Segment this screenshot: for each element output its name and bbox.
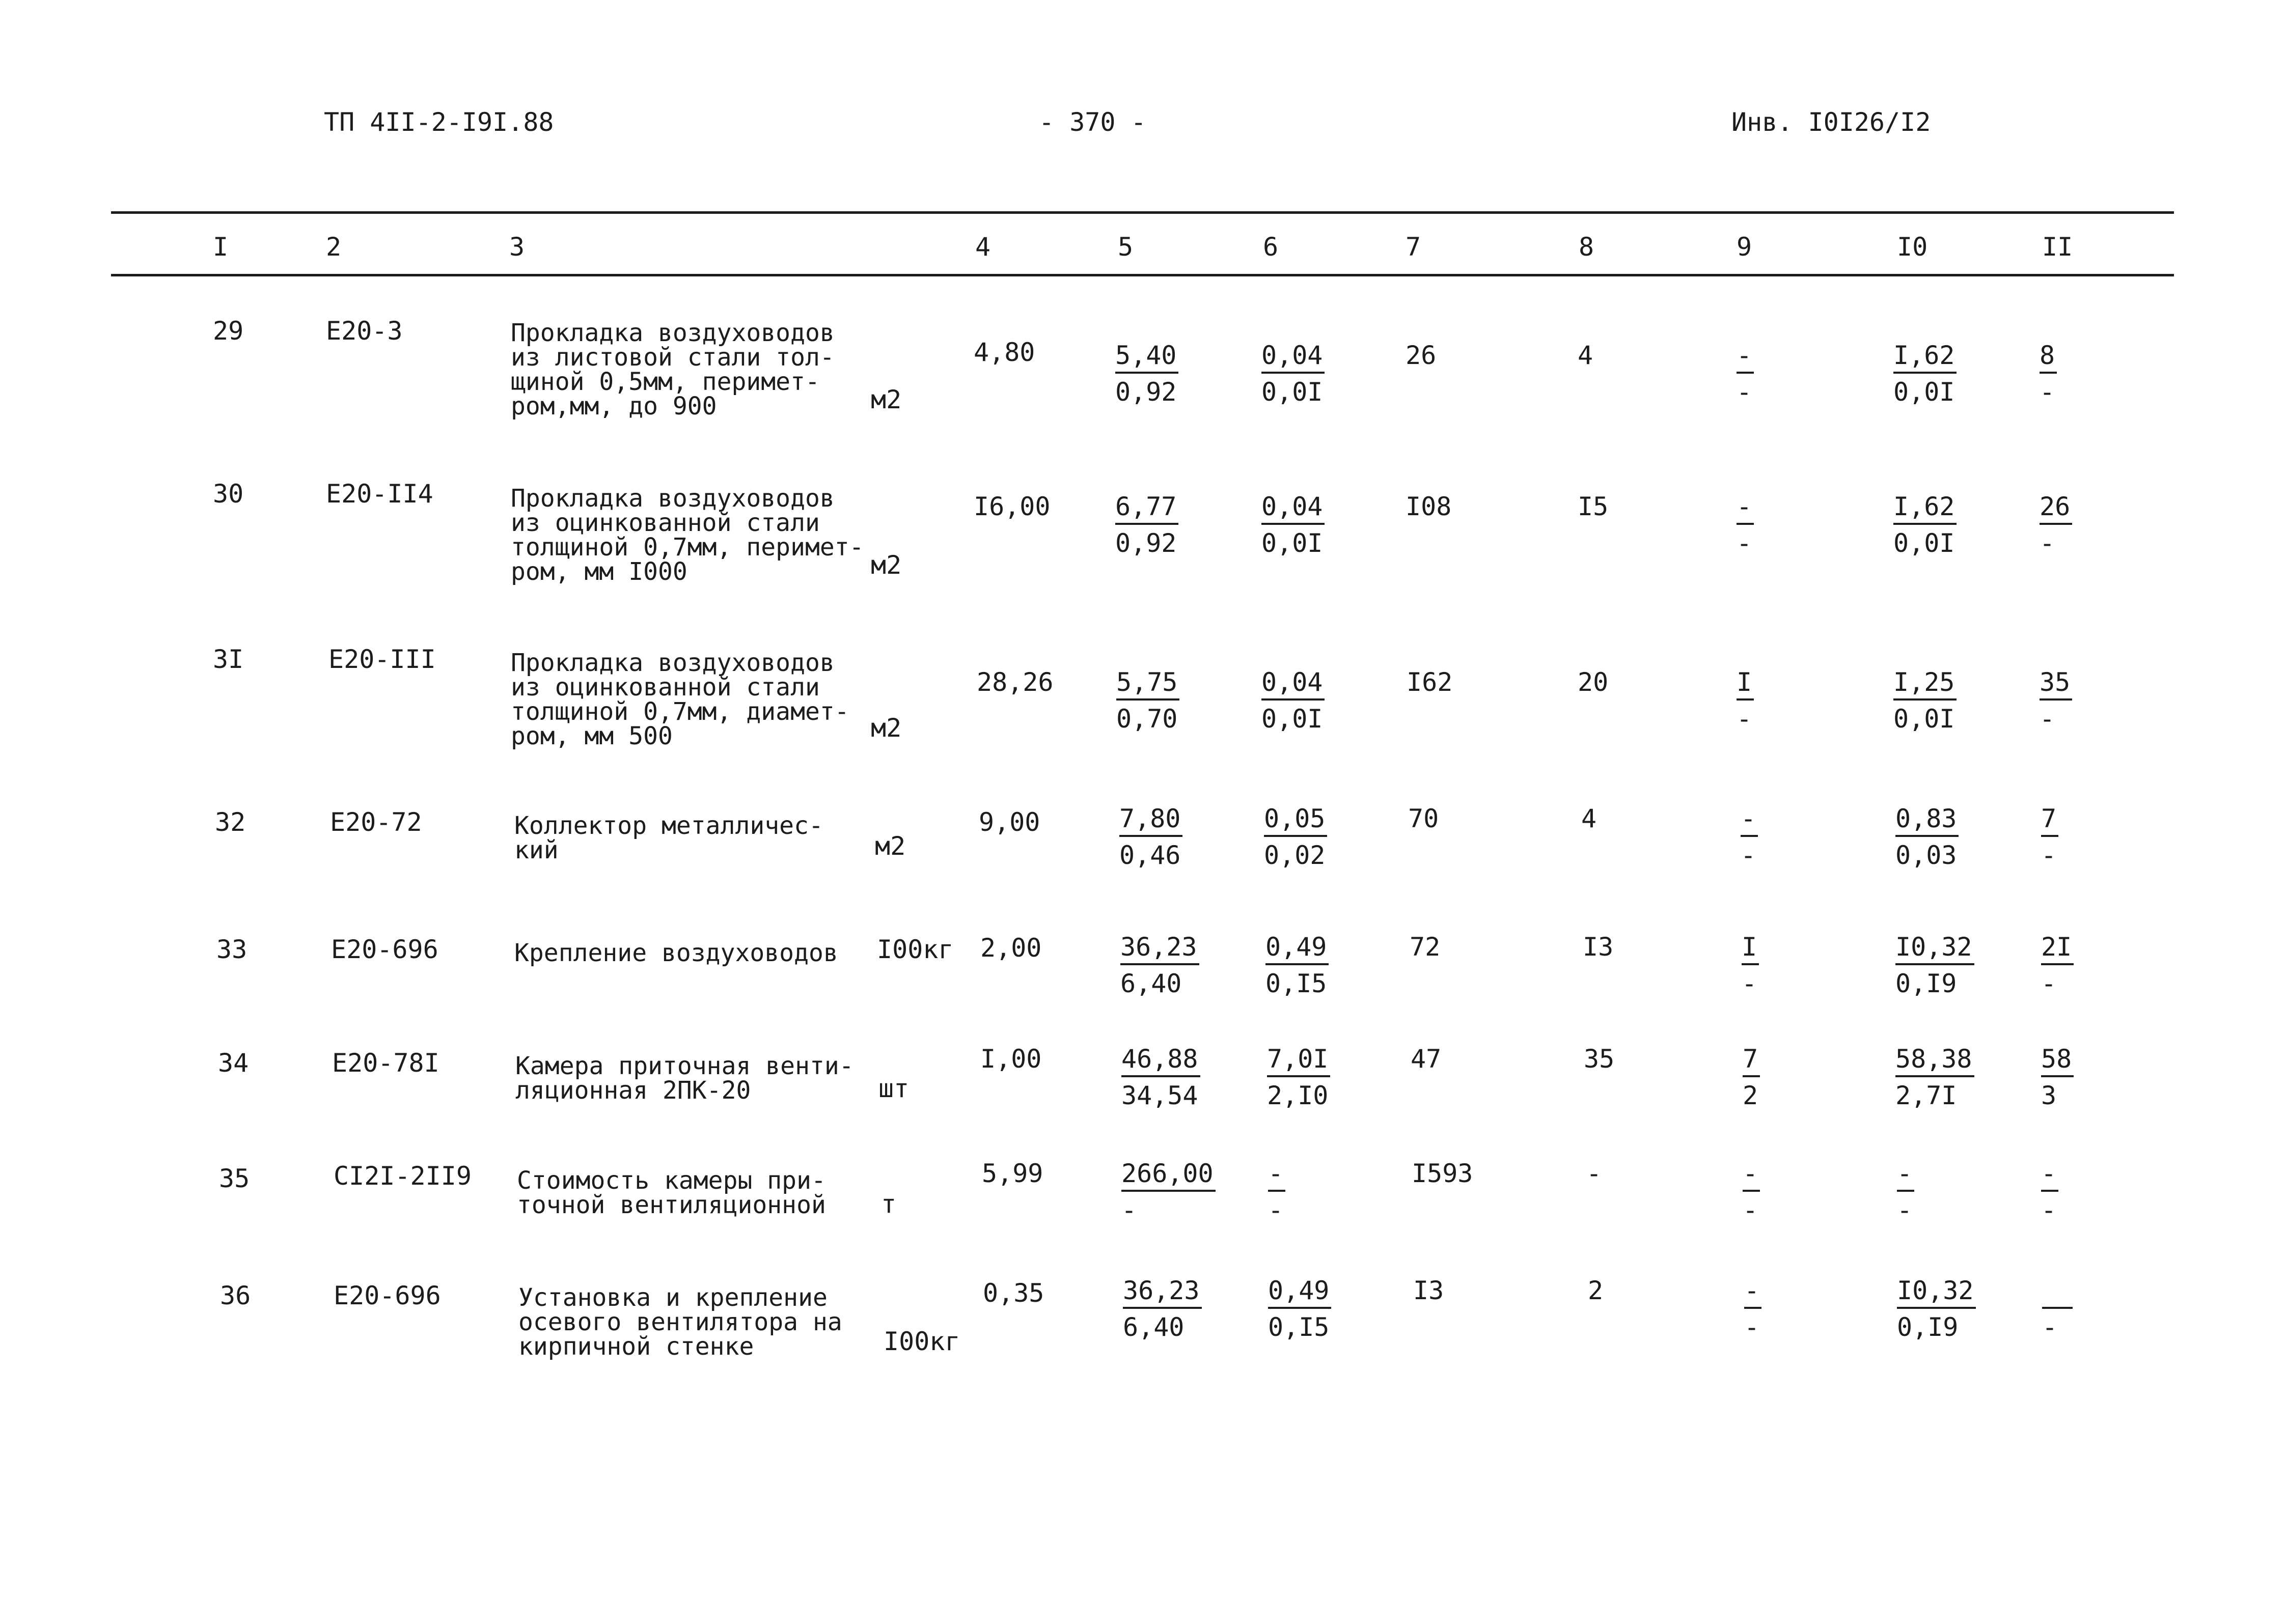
fraction-col6: [1267, 1044, 1330, 1111]
quantity: 9,00: [979, 807, 1040, 837]
fraction-col6: [1268, 1275, 1331, 1342]
fraction-bottom: -: [1897, 1195, 1913, 1225]
fraction-top: 36,23: [1123, 1275, 1202, 1309]
fraction-top: -: [1737, 491, 1754, 525]
fraction-top: 7: [1743, 1044, 1760, 1077]
fraction-col9: [1742, 932, 1759, 999]
fraction-top: 58,38: [1895, 1044, 1974, 1077]
quantity: 28,26: [977, 667, 1054, 697]
fraction-bottom: 0,03: [1895, 841, 1957, 870]
row-number: 3I: [213, 645, 244, 674]
fraction-bottom: -: [1743, 1195, 1758, 1225]
fraction-col6: [1261, 340, 1325, 407]
fraction-bottom: 6,40: [1123, 1312, 1185, 1342]
inventory-number: Инв. I0I26/I2: [1731, 107, 1931, 137]
work-description: Стоимость камеры при- точной вентиляционной: [517, 1166, 826, 1219]
fraction-bottom: -: [2040, 704, 2055, 734]
document-code: ТП 4II-2-I9I.88: [324, 107, 554, 137]
fraction-col9: [1737, 491, 1754, 558]
column-header-7: 7: [1406, 232, 1421, 262]
fraction-bottom: 0,I9: [1895, 969, 1957, 998]
col8-value: 4: [1581, 804, 1597, 833]
fraction-top: I: [1737, 667, 1754, 701]
fraction-top: 0,49: [1268, 1275, 1331, 1309]
unit: шт: [878, 1074, 910, 1103]
fraction-top: 8: [2040, 340, 2057, 374]
fraction-col9: [1737, 340, 1754, 407]
fraction-top: 0,04: [1261, 491, 1325, 525]
fraction-bottom: 0,0I: [1261, 528, 1323, 558]
fraction-bottom: 0,0I: [1893, 704, 1955, 734]
col7-value: I62: [1407, 667, 1453, 697]
fraction-bottom: -: [2040, 377, 2055, 407]
fraction-col5: [1115, 340, 1178, 407]
fraction-col11: [2041, 1158, 2058, 1225]
column-header-3: 3: [509, 232, 525, 262]
work-description: Прокладка воздуховодов из листовой стали тол- щиной 0,5мм, перимет- ром,мм, до 900: [511, 319, 835, 421]
fraction-col5: [1120, 932, 1199, 999]
fraction-bottom: 2,I0: [1267, 1081, 1329, 1110]
work-description: Прокладка воздуховодов из оцинкованной стали толщиной 0,7мм, перимет- ром, мм I000: [511, 484, 864, 586]
norm-code: Е20-696: [331, 935, 438, 964]
fraction-top: 5,75: [1116, 667, 1179, 701]
fraction-col10: [1893, 667, 1957, 734]
fraction-bottom: 0,I5: [1268, 1312, 1330, 1342]
quantity: 4,80: [974, 338, 1035, 367]
row-number: 29: [213, 316, 244, 346]
fraction-bottom: 0,46: [1119, 841, 1181, 870]
column-header-1: I: [213, 232, 229, 262]
fraction-col10: [1895, 932, 1974, 999]
column-header-11: II: [2042, 232, 2073, 262]
fraction-bottom: 0,92: [1115, 377, 1177, 407]
fraction-col9: [1737, 667, 1754, 734]
norm-code: Е20-II4: [326, 479, 433, 509]
fraction-bottom: 0,0I: [1261, 704, 1323, 734]
fraction-col5: [1121, 1158, 1216, 1225]
fraction-top: 7,80: [1119, 803, 1182, 837]
fraction-col11: [2041, 803, 2058, 871]
fraction-col5: [1123, 1275, 1202, 1342]
fraction-bottom: -: [2041, 969, 2057, 998]
fraction-col6: [1265, 932, 1329, 999]
fraction-top: -: [1737, 340, 1754, 374]
col7-value: 26: [1406, 341, 1437, 370]
fraction-top: -: [1741, 803, 1758, 837]
unit: т: [881, 1189, 897, 1219]
fraction-bottom: 0,0I: [1261, 377, 1323, 407]
row-number: 34: [218, 1048, 249, 1078]
col8-value: 35: [1584, 1044, 1615, 1074]
col8-value: I3: [1583, 932, 1614, 962]
fraction-bottom: -: [2040, 528, 2055, 558]
fraction-col6: [1264, 803, 1327, 871]
fraction-top: -: [1897, 1158, 1914, 1192]
fraction-top: 7: [2041, 803, 2058, 837]
col8-value: 4: [1578, 341, 1593, 370]
fraction-bottom: 0,0I: [1893, 377, 1955, 407]
fraction-col9: [1743, 1158, 1760, 1225]
fraction-top: 46,88: [1121, 1044, 1200, 1077]
fraction-bottom: 0,70: [1116, 704, 1178, 734]
row-number: 35: [219, 1164, 250, 1193]
unit: м2: [871, 550, 902, 580]
fraction-bottom: 0,I9: [1897, 1312, 1959, 1342]
fraction-col10: [1897, 1158, 1914, 1225]
col7-value: I3: [1413, 1276, 1444, 1305]
quantity: 0,35: [983, 1278, 1044, 1308]
fraction-top: 266,00: [1121, 1158, 1216, 1192]
norm-code: Е20-78I: [332, 1048, 439, 1078]
fraction-bottom: -: [1737, 528, 1752, 558]
fraction-bottom: -: [1744, 1312, 1760, 1342]
unit: I00кг: [884, 1327, 960, 1356]
row-number: 30: [213, 479, 244, 509]
unit: м2: [871, 713, 902, 743]
page-number: - 370 -: [1039, 107, 1146, 137]
quantity: I6,00: [974, 492, 1051, 521]
fraction-bottom: -: [1268, 1195, 1284, 1225]
fraction-top: [2042, 1275, 2073, 1309]
fraction-bottom: -: [1741, 841, 1756, 870]
fraction-col11: [2040, 491, 2072, 558]
fraction-top: 5,40: [1115, 340, 1178, 374]
fraction-top: I0,32: [1895, 932, 1974, 965]
column-header-4: 4: [975, 232, 991, 262]
norm-code: Е20-696: [334, 1281, 441, 1310]
fraction-top: I,25: [1893, 667, 1957, 701]
column-header-6: 6: [1263, 232, 1279, 262]
fraction-col10: [1893, 340, 1957, 407]
col7-value: I593: [1412, 1159, 1473, 1188]
fraction-top: -: [1743, 1158, 1760, 1192]
fraction-top: 0,04: [1261, 340, 1325, 374]
quantity: I,00: [980, 1044, 1042, 1074]
fraction-col10: [1893, 491, 1957, 558]
norm-code: СI2I-2II9: [334, 1161, 472, 1191]
fraction-top: 0,83: [1895, 803, 1959, 837]
fraction-col6: [1261, 491, 1325, 558]
col7-value: I08: [1406, 492, 1452, 521]
column-header-8: 8: [1579, 232, 1594, 262]
norm-code: Е20-72: [330, 807, 422, 837]
fraction-top: 26: [2040, 491, 2072, 525]
fraction-bottom: 3: [2041, 1081, 2057, 1110]
col8-value: I5: [1578, 492, 1609, 521]
row-number: 32: [215, 807, 246, 837]
row-number: 36: [220, 1281, 251, 1310]
fraction-bottom: -: [2042, 1312, 2058, 1342]
fraction-col9: [1741, 803, 1758, 871]
fraction-col5: [1119, 803, 1182, 871]
fraction-bottom: -: [2041, 1195, 2057, 1225]
work-description: Прокладка воздуховодов из оцинкованной стали толщиной 0,7мм, диамет- ром, мм 500: [511, 649, 849, 750]
fraction-top: 6,77: [1115, 491, 1178, 525]
unit: м2: [871, 385, 902, 414]
fraction-col9: [1743, 1044, 1760, 1111]
fraction-col11: [2041, 1044, 2074, 1111]
column-header-2: 2: [326, 232, 342, 262]
table-top-rule: [111, 211, 2174, 214]
fraction-bottom: 0,02: [1264, 841, 1326, 870]
fraction-col5: [1116, 667, 1179, 734]
unit: м2: [875, 831, 906, 861]
fraction-bottom: -: [1737, 377, 1752, 407]
col7-value: 72: [1410, 932, 1441, 962]
fraction-col5: [1115, 491, 1178, 558]
fraction-col9: [1744, 1275, 1761, 1342]
norm-code: Е20-III: [328, 645, 436, 674]
fraction-bottom: -: [1737, 704, 1752, 734]
fraction-bottom: -: [1742, 969, 1757, 998]
work-description: Коллектор металличес- кий: [514, 811, 823, 864]
fraction-col11: [2040, 667, 2072, 734]
row-number: 33: [216, 935, 247, 964]
fraction-bottom: 0,92: [1115, 528, 1177, 558]
fraction-col11: [2042, 1275, 2073, 1342]
fraction-top: I0,32: [1897, 1275, 1976, 1309]
fraction-bottom: 2: [1743, 1081, 1758, 1110]
fraction-top: I: [1742, 932, 1759, 965]
table-header-rule: [111, 274, 2174, 276]
fraction-top: -: [1744, 1275, 1761, 1309]
fraction-top: -: [1268, 1158, 1285, 1192]
fraction-top: 58: [2041, 1044, 2074, 1077]
fraction-bottom: 34,54: [1121, 1081, 1198, 1110]
col8-value: 20: [1578, 667, 1609, 697]
work-description: Крепление воздуховодов: [514, 939, 838, 967]
fraction-col6: [1268, 1158, 1285, 1225]
fraction-top: 35: [2040, 667, 2072, 701]
quantity: 5,99: [982, 1159, 1043, 1188]
col7-value: 47: [1411, 1044, 1442, 1074]
fraction-top: 2I: [2041, 932, 2074, 965]
fraction-top: 0,49: [1265, 932, 1329, 965]
fraction-bottom: 0,I5: [1265, 969, 1327, 998]
norm-code: Е20-3: [326, 316, 403, 346]
column-header-5: 5: [1118, 232, 1134, 262]
fraction-col10: [1897, 1275, 1976, 1342]
fraction-col10: [1895, 1044, 1974, 1111]
column-header-9: 9: [1737, 232, 1752, 262]
work-description: Камера приточная венти- ляционная 2ПК-20: [515, 1052, 854, 1105]
fraction-bottom: 6,40: [1120, 969, 1182, 998]
fraction-top: 7,0I: [1267, 1044, 1330, 1077]
unit: I00кг: [877, 935, 954, 964]
fraction-col11: [2040, 340, 2057, 407]
fraction-col10: [1895, 803, 1959, 871]
column-header-10: I0: [1897, 232, 1928, 262]
fraction-top: I,62: [1893, 340, 1957, 374]
fraction-top: I,62: [1893, 491, 1957, 525]
fraction-col6: [1261, 667, 1325, 734]
col8-value: 2: [1588, 1276, 1604, 1305]
fraction-top: 0,05: [1264, 803, 1327, 837]
fraction-bottom: -: [2041, 841, 2057, 870]
work-description: Установка и крепление осевого вентилятора на кирпичной стенке: [518, 1283, 842, 1361]
fraction-top: -: [2041, 1158, 2058, 1192]
fraction-col11: [2041, 932, 2074, 999]
fraction-top: 36,23: [1120, 932, 1199, 965]
fraction-top: 0,04: [1261, 667, 1325, 701]
fraction-bottom: -: [1121, 1195, 1137, 1225]
quantity: 2,00: [980, 933, 1042, 963]
fraction-bottom: 0,0I: [1893, 528, 1955, 558]
col8-value: -: [1586, 1159, 1602, 1188]
fraction-col5: [1121, 1044, 1200, 1111]
fraction-bottom: 2,7I: [1895, 1081, 1957, 1110]
col7-value: 70: [1408, 804, 1439, 833]
